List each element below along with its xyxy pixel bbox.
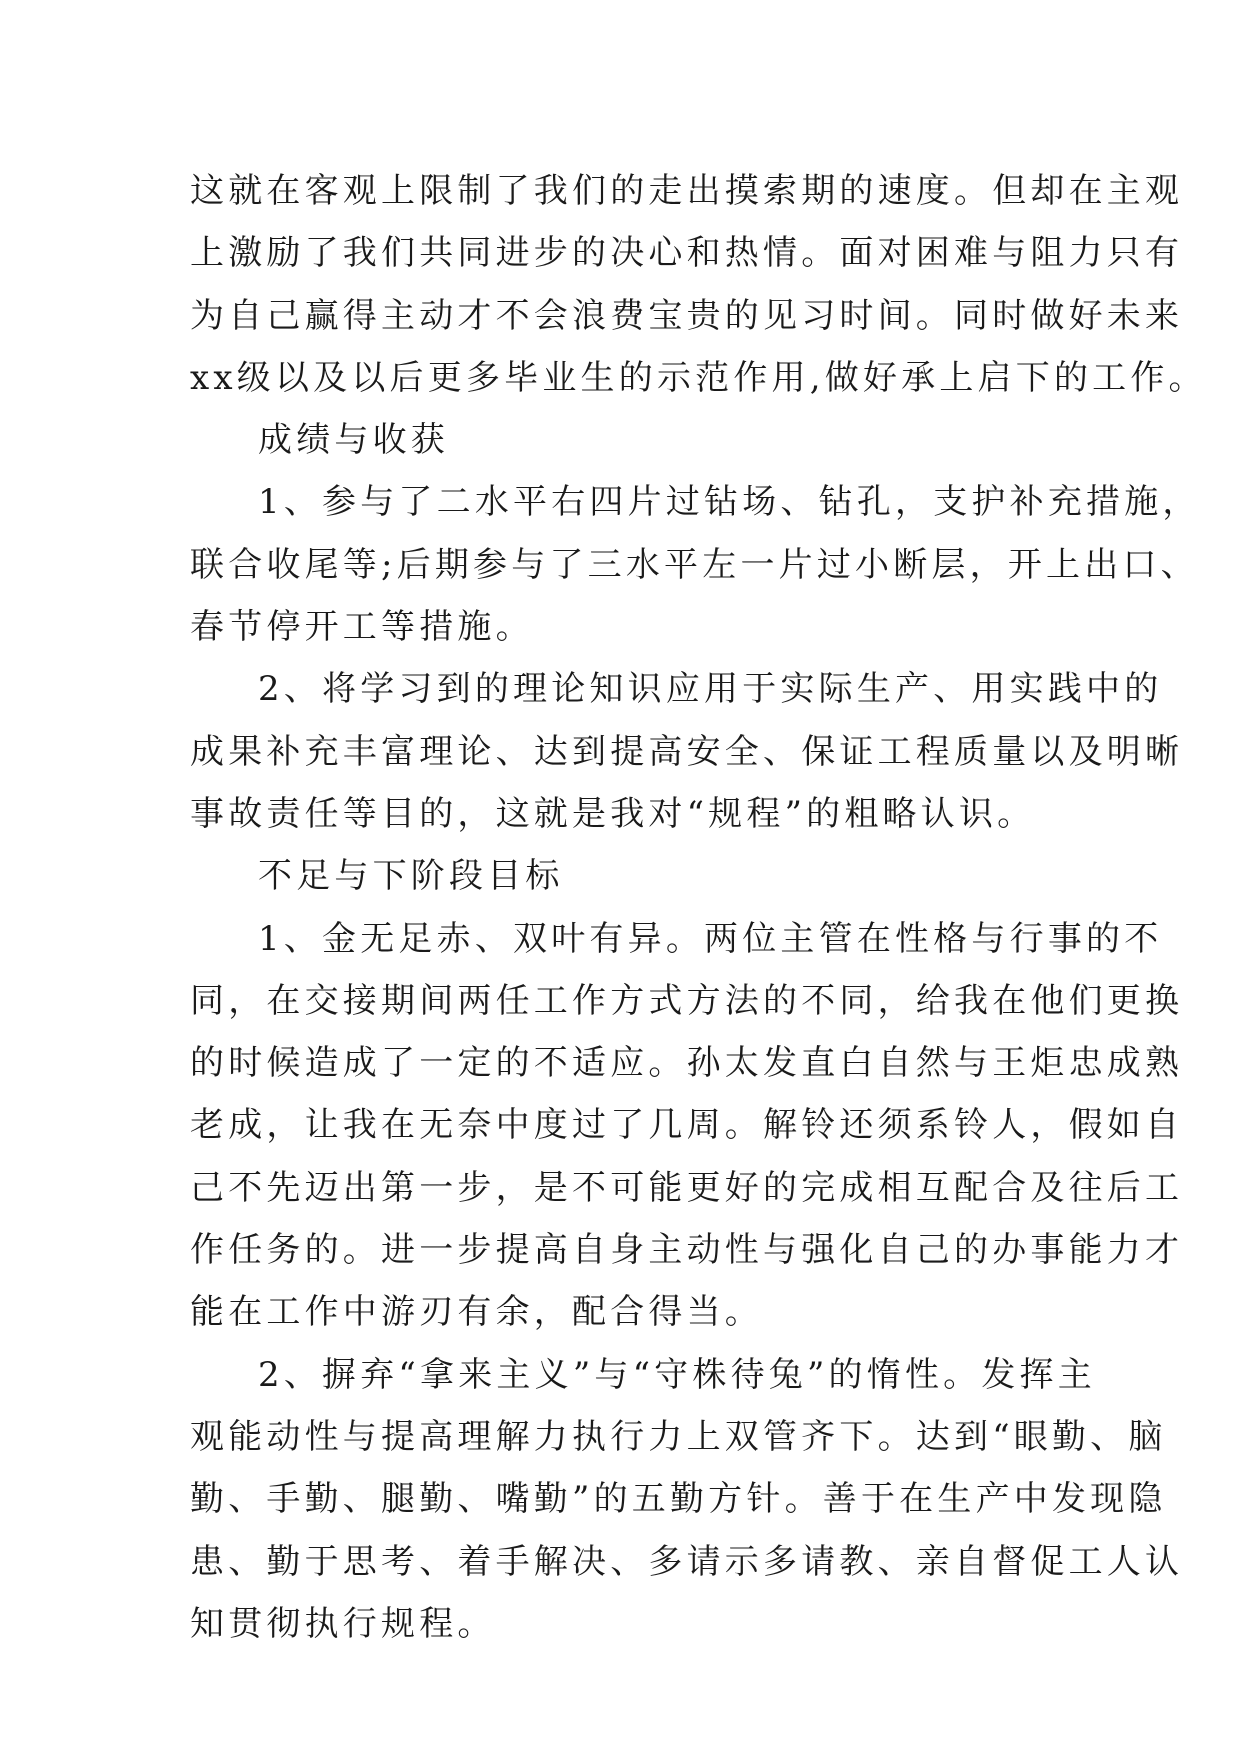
text-line-19: 能在工作中游刃有余，配合得当。 — [190, 1292, 763, 1333]
text-line-14: 同，在交接期间两任工作方式方法的不同，给我在他们更换 — [190, 980, 1184, 1021]
text-line-18: 作任务的。进一步提高自身主动性与强化自己的办事能力才 — [190, 1230, 1184, 1271]
text-line-16: 老成，让我在无奈中度过了几周。解铃还须系铃人，假如自 — [190, 1105, 1184, 1146]
text-line-6: 1、参与了二水平右四片过钻场、钻孔，支护补充措施， — [258, 482, 1201, 523]
text-line-17: 己不先迈出第一步，是不可能更好的完成相互配合及往后工 — [190, 1167, 1184, 1208]
text-line-21: 观能动性与提高理解力执行力上双管齐下。达到“眼勤、脑 — [190, 1416, 1167, 1457]
text-line-24: 知贯彻执行规程。 — [190, 1603, 496, 1644]
text-line-9: 2、将学习到的理论知识应用于实际生产、用实践中的 — [258, 669, 1163, 710]
text-line-2: 上激励了我们共同进步的决心和热情。面对困难与阻力只有 — [190, 233, 1184, 274]
section-heading-shortcomings: 不足与下阶段目标 — [258, 856, 564, 897]
document-body — [190, 160, 1207, 1655]
text-line-15: 的时候造成了一定的不适应。孙太发直白自然与王炬忠成熟 — [190, 1043, 1184, 1084]
text-line-23: 患、勤于思考、着手解决、多请示多请教、亲自督促工人认 — [190, 1541, 1184, 1582]
text-line-1: 这就在客观上限制了我们的走出摸索期的速度。但却在主观 — [190, 171, 1184, 211]
text-line-11: 事故责任等目的，这就是我对“规程”的粗略认识。 — [190, 793, 1036, 834]
text-line-10: 成果补充丰富理论、达到提高安全、保证工程质量以及明晰 — [190, 731, 1184, 772]
section-heading-achievements: 成绩与收获 — [258, 420, 449, 461]
text-line-20: 2、摒弃“拿来主义”与“守株待兔”的惰性。发挥主 — [258, 1354, 1096, 1395]
text-line-3: 为自己赢得主动才不会浪费宝贵的见习时间。同时做好未来 — [190, 295, 1184, 336]
text-line-8: 春节停开工等措施。 — [190, 607, 534, 648]
text-line-22: 勤、手勤、腿勤、嘴勤”的五勤方针。善于在生产中发现隐 — [190, 1479, 1167, 1520]
text-line-7: 联合收尾等;后期参与了三水平左一片过小断层，开上出口、 — [190, 544, 1199, 585]
text-line-4: xx级以及以后更多毕业生的示范作用,做好承上启下的工作。 — [190, 357, 1207, 398]
text-line-13: 1、金无足赤、双叶有异。两位主管在性格与行事的不 — [258, 918, 1163, 959]
